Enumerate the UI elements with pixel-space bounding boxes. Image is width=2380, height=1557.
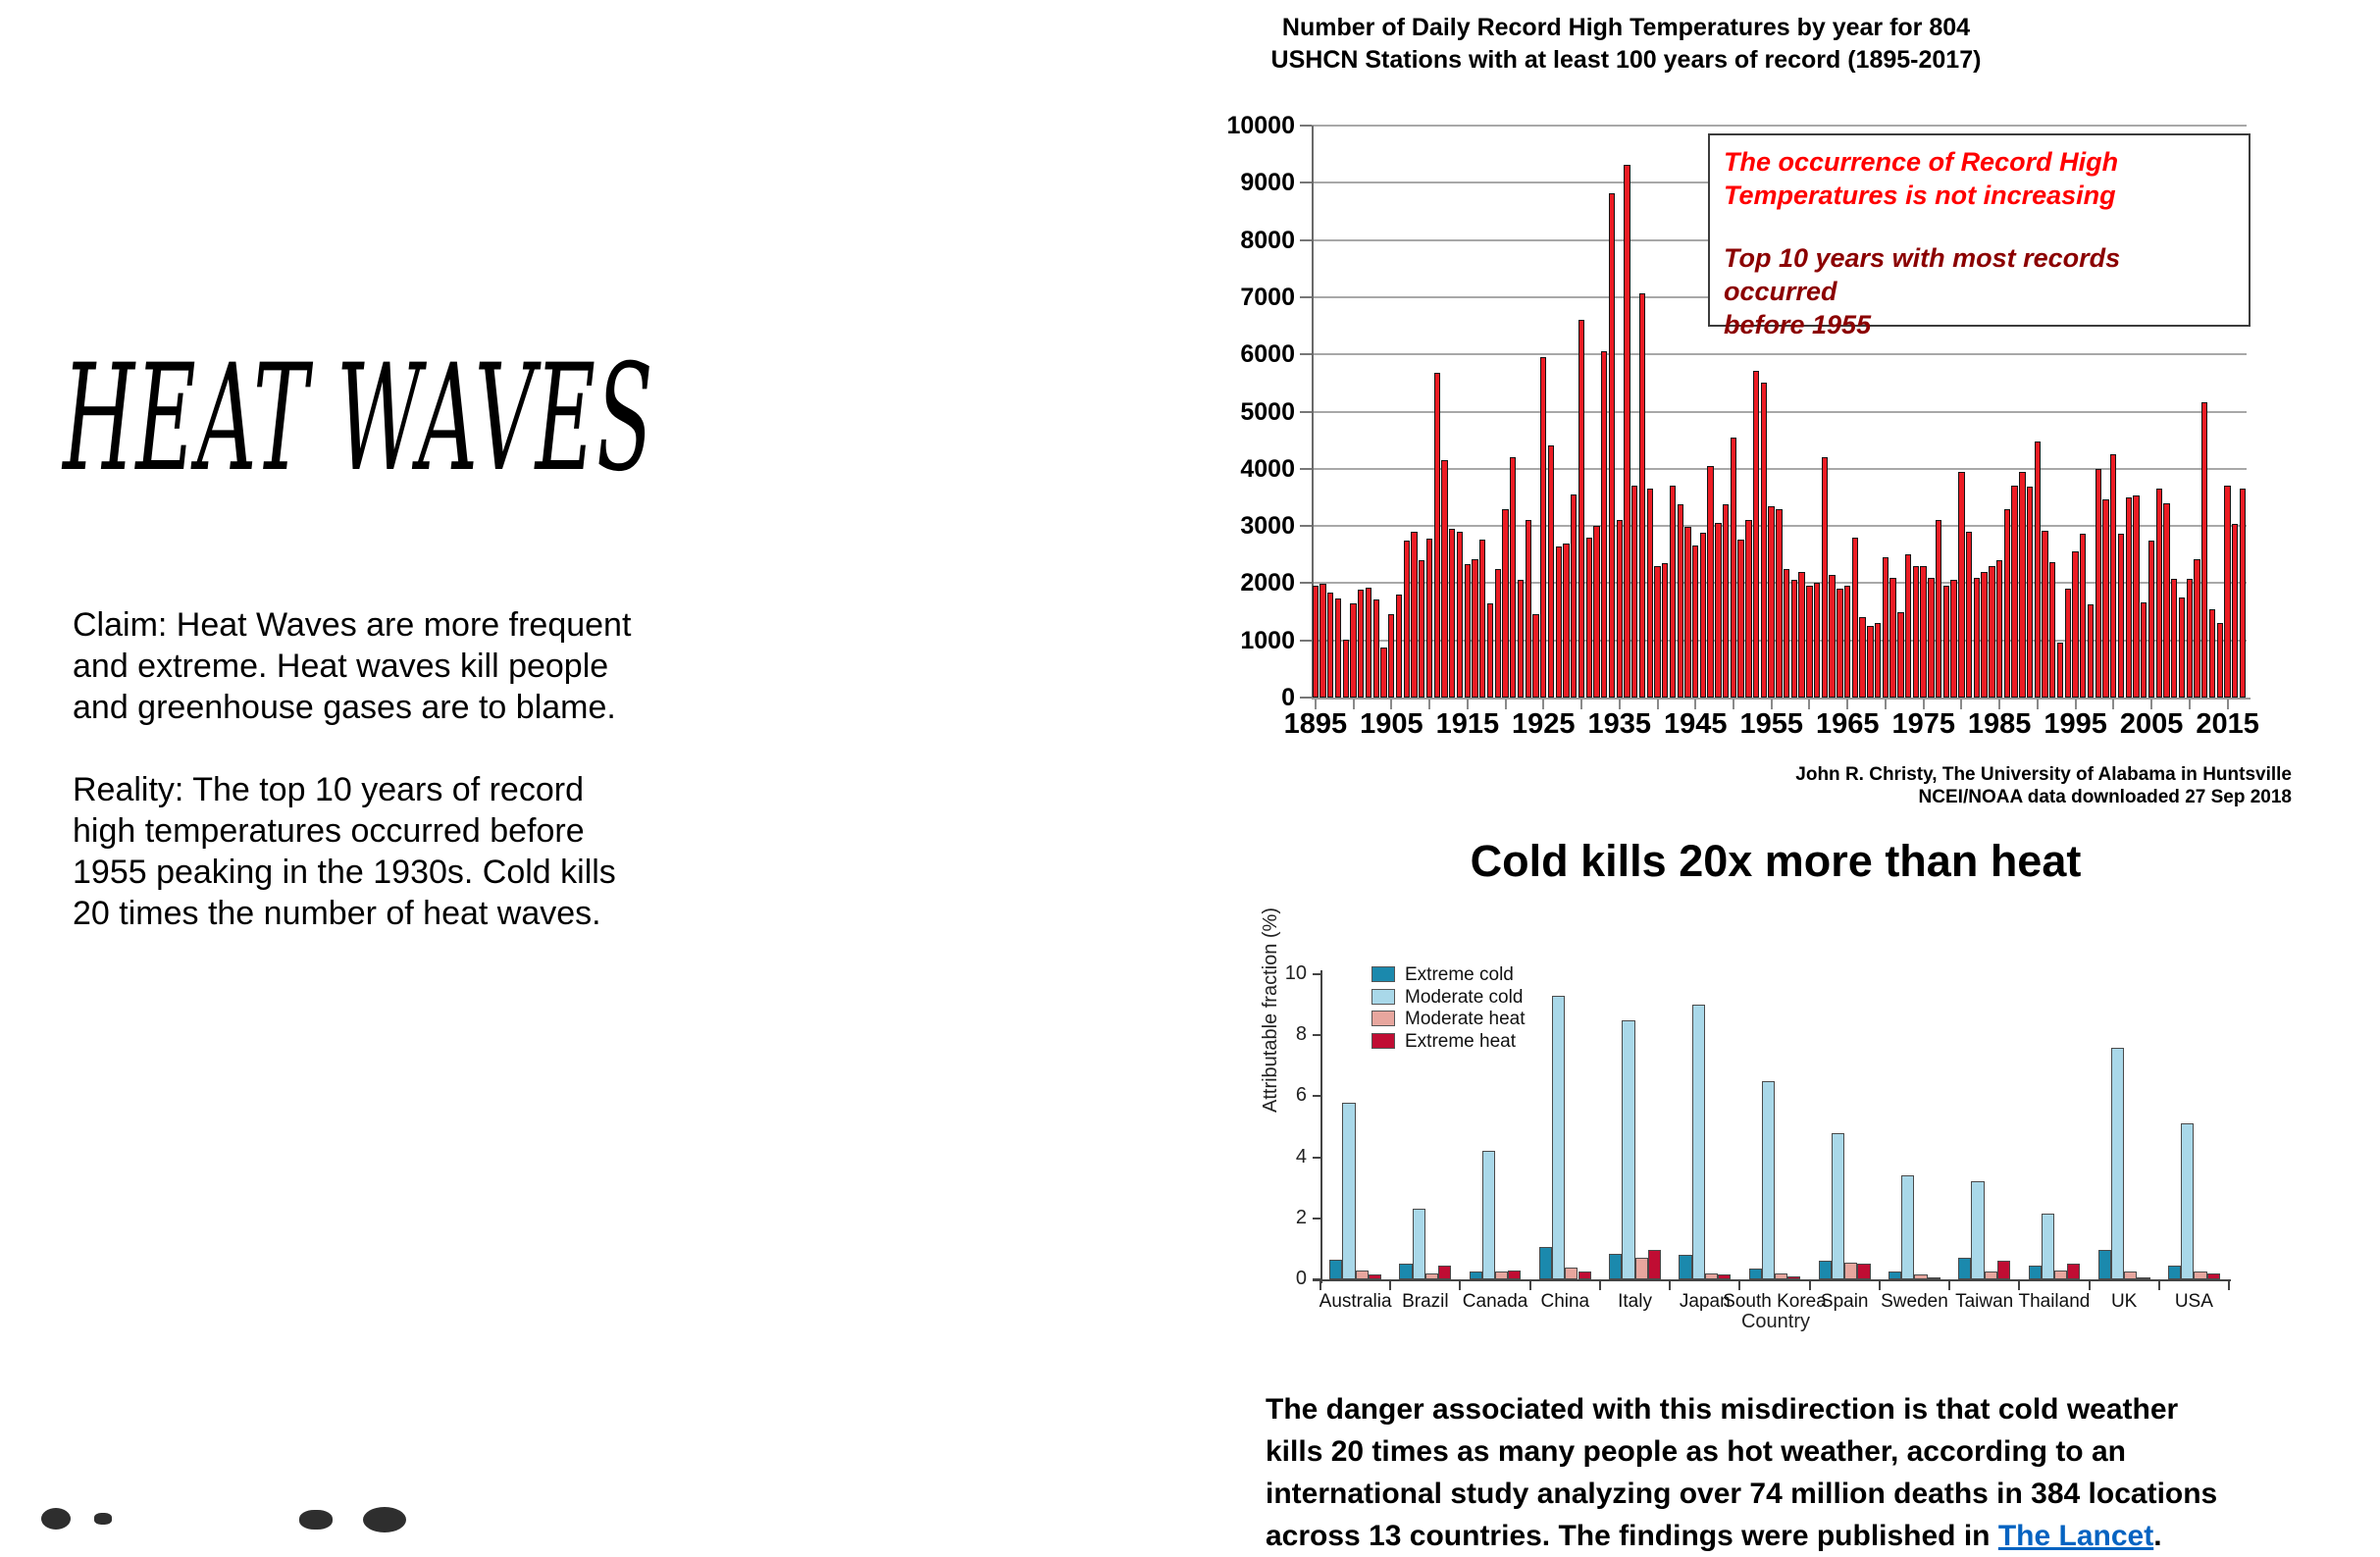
x-axis-tick-label: 1895 bbox=[1283, 708, 1348, 740]
y-axis-tick-label: 3000 bbox=[1240, 512, 1295, 541]
y-axis-tick bbox=[1313, 1218, 1320, 1220]
record-high-bar bbox=[1388, 614, 1394, 698]
moderate-heat-bar bbox=[1914, 1274, 1927, 1279]
moderate-heat-bar bbox=[1775, 1273, 1787, 1279]
extreme-heat-bar bbox=[1857, 1264, 1870, 1279]
chart-attribution: John R. Christy, The University of Alabama in Huntsville NCEI/NOAA data downloaded 27 Sep 2018 bbox=[1795, 764, 2292, 807]
x-axis-tick bbox=[1738, 1281, 1740, 1290]
moderate-heat-bar bbox=[2124, 1272, 2137, 1279]
y-axis-tick-label: 10000 bbox=[1226, 112, 1295, 139]
y-axis-tick bbox=[1300, 640, 1312, 642]
record-high-bar bbox=[1822, 457, 1828, 698]
record-high-bar bbox=[1996, 560, 2002, 698]
moderate-heat-bar bbox=[1356, 1271, 1369, 1279]
y-axis-tick-label: 10 bbox=[1284, 962, 1307, 984]
record-high-bar bbox=[1737, 540, 1743, 698]
record-high-bar bbox=[1715, 523, 1721, 698]
x-axis-tick bbox=[1669, 1281, 1671, 1290]
x-axis-tick bbox=[2018, 1281, 2020, 1290]
cutoff-glyph bbox=[363, 1507, 406, 1532]
record-high-bar bbox=[1897, 612, 1903, 698]
y-axis-tick-label: 0 bbox=[1295, 1268, 1307, 1289]
x-axis-tick bbox=[1319, 1281, 1321, 1290]
record-high-bar bbox=[1449, 529, 1455, 698]
record-high-bar bbox=[2019, 472, 2025, 698]
moderate-heat-bar bbox=[1495, 1272, 1508, 1279]
moderate-heat-bar bbox=[1705, 1273, 1718, 1279]
record-high-bar bbox=[1859, 617, 1865, 698]
y-axis-tick bbox=[1300, 182, 1312, 183]
record-high-bar bbox=[1936, 520, 1941, 698]
record-high-bar bbox=[2072, 551, 2078, 698]
record-high-bar bbox=[1791, 580, 1797, 698]
x-axis-tick-label: 1935 bbox=[1587, 708, 1652, 740]
record-high-bar bbox=[1692, 545, 1698, 698]
country-label: Australia bbox=[1319, 1291, 1392, 1312]
country-label: Brazil bbox=[1402, 1291, 1449, 1312]
extreme-cold-bar bbox=[2029, 1266, 2042, 1279]
extreme-heat-bar bbox=[2137, 1277, 2149, 1279]
record-high-bar bbox=[1889, 578, 1895, 698]
record-high-bar bbox=[1532, 614, 1538, 698]
moderate-heat-bar bbox=[1985, 1272, 1997, 1279]
legend-label: Extreme cold bbox=[1405, 964, 1514, 985]
record-chart-title: Number of Daily Record High Temperatures by year for 804 USHCN Stations with at least 100 years of record (1895-2017) bbox=[1270, 14, 1982, 74]
record-high-bar bbox=[1950, 580, 1956, 698]
extreme-cold-bar bbox=[1679, 1255, 1691, 1279]
y-axis-tick-label: 6000 bbox=[1240, 340, 1295, 369]
record-high-bar bbox=[1556, 546, 1562, 698]
record-high-bar bbox=[1601, 351, 1607, 698]
y-axis-line bbox=[1320, 970, 1322, 1283]
record-high-bar bbox=[1487, 603, 1493, 698]
moderate-cold-bar bbox=[1832, 1133, 1844, 1279]
cutoff-glyph bbox=[94, 1513, 112, 1525]
record-high-bar bbox=[1647, 489, 1653, 698]
y-axis-tick-label: 6 bbox=[1295, 1084, 1307, 1107]
cutoff-glyph bbox=[299, 1510, 333, 1530]
moderate-cold-legend-swatch bbox=[1371, 989, 1395, 1005]
x-axis-tick-label: 1905 bbox=[1360, 708, 1423, 740]
record-high-bar bbox=[1798, 572, 1804, 698]
moderate-cold-bar bbox=[1552, 996, 1565, 1279]
y-axis-tick-label: 8 bbox=[1295, 1023, 1307, 1046]
extreme-cold-bar bbox=[2098, 1250, 2111, 1279]
x-axis-tick bbox=[1809, 1281, 1811, 1290]
extreme-cold-bar bbox=[2168, 1266, 2181, 1279]
moderate-cold-bar bbox=[2181, 1123, 2194, 1279]
record-high-bar bbox=[1639, 293, 1645, 698]
record-high-bar bbox=[1472, 559, 1477, 698]
record-high-bar bbox=[1624, 165, 1630, 698]
country-label: Canada bbox=[1462, 1291, 1528, 1312]
record-high-bar bbox=[2102, 499, 2108, 698]
x-axis-tick-label: 1955 bbox=[1739, 708, 1803, 740]
y-axis-tick-label: 4000 bbox=[1240, 454, 1295, 483]
record-high-bar bbox=[2080, 534, 2086, 698]
record-high-bar bbox=[1958, 472, 1964, 698]
x-axis-tick bbox=[2158, 1281, 2160, 1290]
record-high-bar bbox=[2011, 486, 2017, 698]
claim-text: Claim: Heat Waves are more frequent and extreme. Heat waves kill people and greenhouse gases are to blame. bbox=[73, 606, 632, 726]
y-axis-tick bbox=[1300, 468, 1312, 470]
record-high-bar bbox=[2110, 454, 2116, 698]
moderate-cold-bar bbox=[1901, 1175, 1914, 1279]
extreme-heat-bar bbox=[1718, 1274, 1731, 1279]
record-high-bar bbox=[1396, 595, 1402, 698]
record-high-bar bbox=[1707, 466, 1713, 698]
moderate-heat-bar bbox=[1565, 1268, 1578, 1279]
country-label: South Korea bbox=[1723, 1291, 1827, 1312]
extreme-cold-bar bbox=[1329, 1260, 1342, 1279]
record-high-bar bbox=[1457, 532, 1463, 698]
record-high-bar bbox=[1441, 460, 1447, 698]
record-high-bar bbox=[1571, 494, 1577, 698]
extreme-heat-bar bbox=[1578, 1272, 1591, 1279]
record-high-bar bbox=[1510, 457, 1516, 698]
record-high-bar bbox=[2209, 609, 2215, 698]
y-axis-tick-label: 0 bbox=[1281, 684, 1295, 711]
extreme-heat-bar bbox=[1787, 1276, 1800, 1279]
record-high-bar bbox=[2141, 602, 2147, 698]
record-high-bar bbox=[1776, 509, 1782, 698]
y-axis-tick-label: 4 bbox=[1295, 1145, 1307, 1168]
moderate-cold-bar bbox=[1342, 1103, 1355, 1279]
extreme-cold-bar bbox=[1609, 1254, 1622, 1279]
extreme-heat-bar bbox=[2067, 1264, 2080, 1279]
y-axis-tick-label: 5000 bbox=[1240, 397, 1295, 426]
record-high-bar bbox=[2194, 559, 2199, 698]
x-axis-tick bbox=[1529, 1281, 1531, 1290]
x-axis-tick bbox=[2089, 1281, 2091, 1290]
record-high-bar bbox=[2156, 489, 2162, 698]
record-high-bar bbox=[1920, 566, 1926, 698]
gridline bbox=[1312, 125, 2247, 127]
record-high-bar bbox=[1526, 520, 1531, 698]
moderate-heat-bar bbox=[1635, 1258, 1648, 1279]
country-label: Japan bbox=[1679, 1291, 1731, 1312]
record-high-bar bbox=[1943, 586, 1949, 698]
extreme-cold-bar bbox=[1539, 1247, 1552, 1279]
cutoff-glyph bbox=[41, 1508, 71, 1530]
country-label: Sweden bbox=[1881, 1291, 1948, 1312]
record-high-bar bbox=[1434, 373, 1440, 698]
record-high-bar bbox=[1761, 383, 1767, 698]
y-axis-tick-label: 2 bbox=[1295, 1206, 1307, 1228]
y-axis-tick-label: 2000 bbox=[1240, 569, 1295, 597]
record-high-bar bbox=[1928, 578, 1934, 698]
moderate-heat-bar bbox=[2054, 1271, 2067, 1279]
legend-label: Moderate cold bbox=[1405, 986, 1524, 1008]
legend-item bbox=[1371, 964, 1548, 986]
record-high-bar bbox=[1586, 538, 1592, 698]
record-high-bar bbox=[1905, 554, 1911, 698]
record-high-bar bbox=[1411, 532, 1417, 698]
y-axis-tick bbox=[1300, 582, 1312, 584]
record-high-bar bbox=[1335, 598, 1341, 698]
record-high-bar bbox=[1806, 586, 1812, 698]
y-axis-tick bbox=[1300, 125, 1312, 127]
extreme-cold-bar bbox=[1819, 1261, 1832, 1279]
record-high-bar bbox=[1670, 486, 1676, 698]
y-axis-tick bbox=[1300, 525, 1312, 527]
record-high-bar bbox=[2042, 531, 2047, 698]
y-axis-tick bbox=[1313, 1157, 1320, 1159]
extreme-cold-bar bbox=[1958, 1258, 1971, 1279]
y-axis-tick bbox=[1313, 1278, 1320, 1280]
record-high-bar bbox=[2027, 487, 2033, 698]
country-label: USA bbox=[2174, 1291, 2213, 1312]
legend-item bbox=[1371, 1009, 1548, 1030]
reality-text: Reality: The top 10 years of record high temperatures occurred before 1955 peaking in the 1930s. Cold kills 20 times the number of heat waves. bbox=[73, 771, 616, 932]
record-high-bar bbox=[1358, 590, 1364, 698]
moderate-cold-bar bbox=[1413, 1209, 1425, 1279]
y-axis-tick bbox=[1313, 973, 1320, 975]
gridline bbox=[1312, 353, 2247, 355]
y-axis-tick bbox=[1300, 296, 1312, 298]
y-axis-tick bbox=[1300, 353, 1312, 355]
extreme-cold-bar bbox=[1399, 1264, 1412, 1279]
record-high-bar bbox=[1593, 526, 1599, 698]
paragraph-text: The danger associated with this misdirection is that cold weather kills 20 times as many people as hot weather, according to an international study analyzing over 74 million deaths in 384 locations across 13 countries. The findings were published in bbox=[1266, 1393, 2218, 1552]
x-axis-tick bbox=[1599, 1281, 1601, 1290]
record-high-bar bbox=[1343, 640, 1349, 698]
legend-item bbox=[1371, 987, 1548, 1009]
moderate-cold-bar bbox=[1482, 1151, 1495, 1279]
page-title: HEAT WAVES bbox=[63, 334, 654, 504]
extreme-heat-bar bbox=[1508, 1271, 1521, 1279]
country-label: Thailand bbox=[2018, 1291, 2091, 1312]
record-high-bar bbox=[1662, 563, 1668, 698]
record-high-bar bbox=[2095, 469, 2101, 698]
extreme-heat-bar bbox=[2207, 1273, 2220, 1279]
record-high-bar bbox=[1327, 593, 1333, 698]
record-high-bar bbox=[2163, 503, 2169, 698]
moderate-cold-bar bbox=[1762, 1081, 1775, 1279]
x-axis-line bbox=[1312, 698, 2251, 700]
record-high-bar bbox=[1753, 371, 1759, 698]
record-high-bar bbox=[2148, 541, 2154, 698]
extreme-heat-bar bbox=[1997, 1261, 2010, 1279]
extreme-heat-bar bbox=[1369, 1274, 1381, 1279]
record-high-bar bbox=[1366, 588, 1371, 698]
x-axis-tick bbox=[1459, 1281, 1461, 1290]
x-axis-tick-label: 1985 bbox=[1967, 708, 2032, 740]
x-axis-tick bbox=[1389, 1281, 1391, 1290]
record-high-bar bbox=[1974, 578, 1980, 698]
record-high-bar bbox=[1731, 438, 1736, 698]
country-label: Italy bbox=[1618, 1291, 1652, 1312]
extreme-cold-bar bbox=[1470, 1272, 1482, 1279]
x-axis-tick-label: 1925 bbox=[1512, 708, 1576, 740]
annotation-line-2: Top 10 years with most records occurred before 1955 bbox=[1724, 243, 2121, 339]
record-high-bar bbox=[1837, 589, 1842, 698]
record-high-bar bbox=[2201, 402, 2207, 698]
x-axis-tick-label: 1965 bbox=[1815, 708, 1880, 740]
moderate-cold-bar bbox=[1971, 1181, 1984, 1279]
record-high-bar bbox=[1631, 486, 1637, 698]
record-high-bar bbox=[1981, 572, 1987, 698]
moderate-cold-bar bbox=[2042, 1214, 2054, 1279]
record-high-bar bbox=[1814, 583, 1820, 698]
record-high-bar bbox=[1966, 532, 1972, 698]
record-high-bar bbox=[1609, 193, 1615, 698]
record-high-bar bbox=[1518, 580, 1524, 698]
gridline bbox=[1312, 411, 2247, 413]
record-high-bar bbox=[1989, 566, 1994, 698]
record-high-bar bbox=[1404, 541, 1410, 698]
record-high-bar bbox=[1723, 504, 1729, 698]
y-axis-tick-label: 1000 bbox=[1240, 626, 1295, 654]
record-high-bar bbox=[1548, 445, 1554, 698]
x-axis-tick-label: 1945 bbox=[1664, 708, 1728, 740]
record-high-bar bbox=[2049, 562, 2055, 698]
moderate-cold-bar bbox=[1622, 1020, 1634, 1279]
x-axis-tick-label: 2015 bbox=[2196, 708, 2259, 740]
lancet-link[interactable]: The Lancet bbox=[1997, 1520, 2154, 1552]
extreme-cold-bar bbox=[1749, 1269, 1762, 1279]
x-axis-tick-label: 1975 bbox=[1891, 708, 1955, 740]
record-high-bar bbox=[1829, 575, 1835, 698]
record-high-bar bbox=[1495, 569, 1501, 698]
extreme-heat-bar bbox=[1648, 1250, 1661, 1279]
y-axis-tick-label: 7000 bbox=[1240, 283, 1295, 311]
record-high-bar bbox=[1313, 586, 1319, 698]
record-high-bar bbox=[1479, 540, 1485, 698]
bottom-paragraph bbox=[1266, 1346, 2276, 1557]
record-high-bar bbox=[1419, 560, 1424, 698]
record-high-bar bbox=[2133, 495, 2139, 698]
x-axis-tick-label: 2005 bbox=[2119, 708, 2184, 740]
moderate-heat-bar bbox=[1425, 1273, 1438, 1279]
record-high-bar bbox=[1465, 564, 1471, 698]
y-axis-tick bbox=[1313, 1034, 1320, 1036]
x-axis-tick-label: 1915 bbox=[1435, 708, 1500, 740]
y-axis-tick bbox=[1300, 411, 1312, 413]
record-high-bar bbox=[1883, 557, 1888, 698]
moderate-cold-bar bbox=[1692, 1005, 1705, 1279]
record-high-bar bbox=[1784, 569, 1789, 698]
record-high-bar bbox=[2004, 509, 2010, 698]
record-high-bar bbox=[2171, 579, 2177, 698]
record-high-bar bbox=[2065, 589, 2071, 698]
extreme-cold-bar bbox=[1888, 1272, 1901, 1279]
legend-label: Moderate heat bbox=[1405, 1009, 1526, 1029]
legend-label: Extreme heat bbox=[1405, 1030, 1516, 1052]
record-high-bar bbox=[1852, 538, 1858, 698]
record-high-bar bbox=[2126, 497, 2132, 698]
record-high-bar bbox=[1380, 648, 1386, 698]
annotation-box bbox=[1708, 133, 2251, 339]
extreme-heat-legend-swatch bbox=[1371, 1033, 1395, 1049]
extreme-heat-bar bbox=[1928, 1277, 1940, 1279]
record-high-bar bbox=[1844, 586, 1850, 698]
country-label: China bbox=[1540, 1291, 1590, 1312]
record-high-bar bbox=[1563, 544, 1569, 698]
moderate-heat-bar bbox=[2194, 1272, 2206, 1279]
record-high-bar bbox=[1502, 509, 1508, 698]
record-high-bar bbox=[1319, 584, 1325, 698]
record-high-bar bbox=[2224, 486, 2230, 698]
record-high-bar bbox=[1700, 533, 1706, 698]
record-high-bar bbox=[1540, 357, 1546, 698]
moderate-heat-bar bbox=[1844, 1263, 1857, 1279]
extreme-heat-bar bbox=[1438, 1266, 1451, 1279]
country-label: Spain bbox=[1820, 1291, 1869, 1312]
record-high-bar bbox=[1350, 603, 1356, 698]
x-axis-tick bbox=[2228, 1281, 2230, 1290]
record-high-bar bbox=[1654, 566, 1660, 698]
record-high-bar bbox=[1745, 520, 1751, 698]
moderate-cold-bar bbox=[2111, 1048, 2124, 1279]
record-high-bar bbox=[1768, 506, 1774, 698]
moderate-heat-legend-swatch bbox=[1371, 1011, 1395, 1026]
record-high-bar bbox=[2118, 534, 2124, 698]
x-axis-tick bbox=[1879, 1281, 1881, 1290]
record-high-bar bbox=[1578, 320, 1584, 698]
annotation-line-1: The occurrence of Record High Temperatures is not increasing bbox=[1724, 147, 2119, 210]
record-high-bar bbox=[2035, 441, 2041, 698]
cold-chart-y-axis-label: Attributable fraction (%) bbox=[1260, 908, 1281, 1113]
country-label: UK bbox=[2110, 1291, 2138, 1312]
record-high-bar bbox=[1684, 527, 1690, 698]
extreme-cold-legend-swatch bbox=[1371, 966, 1395, 982]
x-axis-line bbox=[1313, 1279, 2231, 1281]
record-high-bar bbox=[1913, 566, 1919, 698]
record-high-bar bbox=[2057, 643, 2063, 698]
cold-chart-title: Cold kills 20x more than heat bbox=[1470, 836, 2082, 886]
gridline bbox=[1312, 468, 2247, 470]
x-axis-tick bbox=[1948, 1281, 1950, 1290]
record-high-bar bbox=[2179, 597, 2185, 698]
record-high-bar bbox=[1875, 623, 1881, 698]
y-axis-tick-label: 8000 bbox=[1240, 226, 1295, 254]
record-high-bar bbox=[2217, 623, 2223, 698]
y-axis-tick bbox=[1300, 697, 1312, 699]
record-high-bar bbox=[1867, 626, 1873, 698]
record-high-bar bbox=[2232, 524, 2238, 698]
record-high-bar bbox=[2187, 579, 2193, 698]
legend-item bbox=[1371, 1031, 1548, 1053]
record-high-bar bbox=[1373, 599, 1379, 698]
record-high-bar bbox=[1426, 539, 1432, 698]
record-high-bar bbox=[1617, 520, 1623, 698]
record-high-bar bbox=[2240, 489, 2246, 698]
record-high-bar bbox=[2088, 604, 2094, 698]
cold-chart-x-axis-label: Country bbox=[1740, 1311, 1811, 1332]
y-axis-tick bbox=[1313, 1095, 1320, 1097]
country-label: Taiwan bbox=[1955, 1291, 2014, 1312]
x-axis-tick-label: 1995 bbox=[2044, 708, 2107, 740]
y-axis-tick-label: 9000 bbox=[1240, 169, 1295, 197]
paragraph-period: . bbox=[2153, 1520, 2162, 1552]
y-axis-tick bbox=[1300, 239, 1312, 241]
record-high-bar bbox=[1678, 504, 1683, 698]
